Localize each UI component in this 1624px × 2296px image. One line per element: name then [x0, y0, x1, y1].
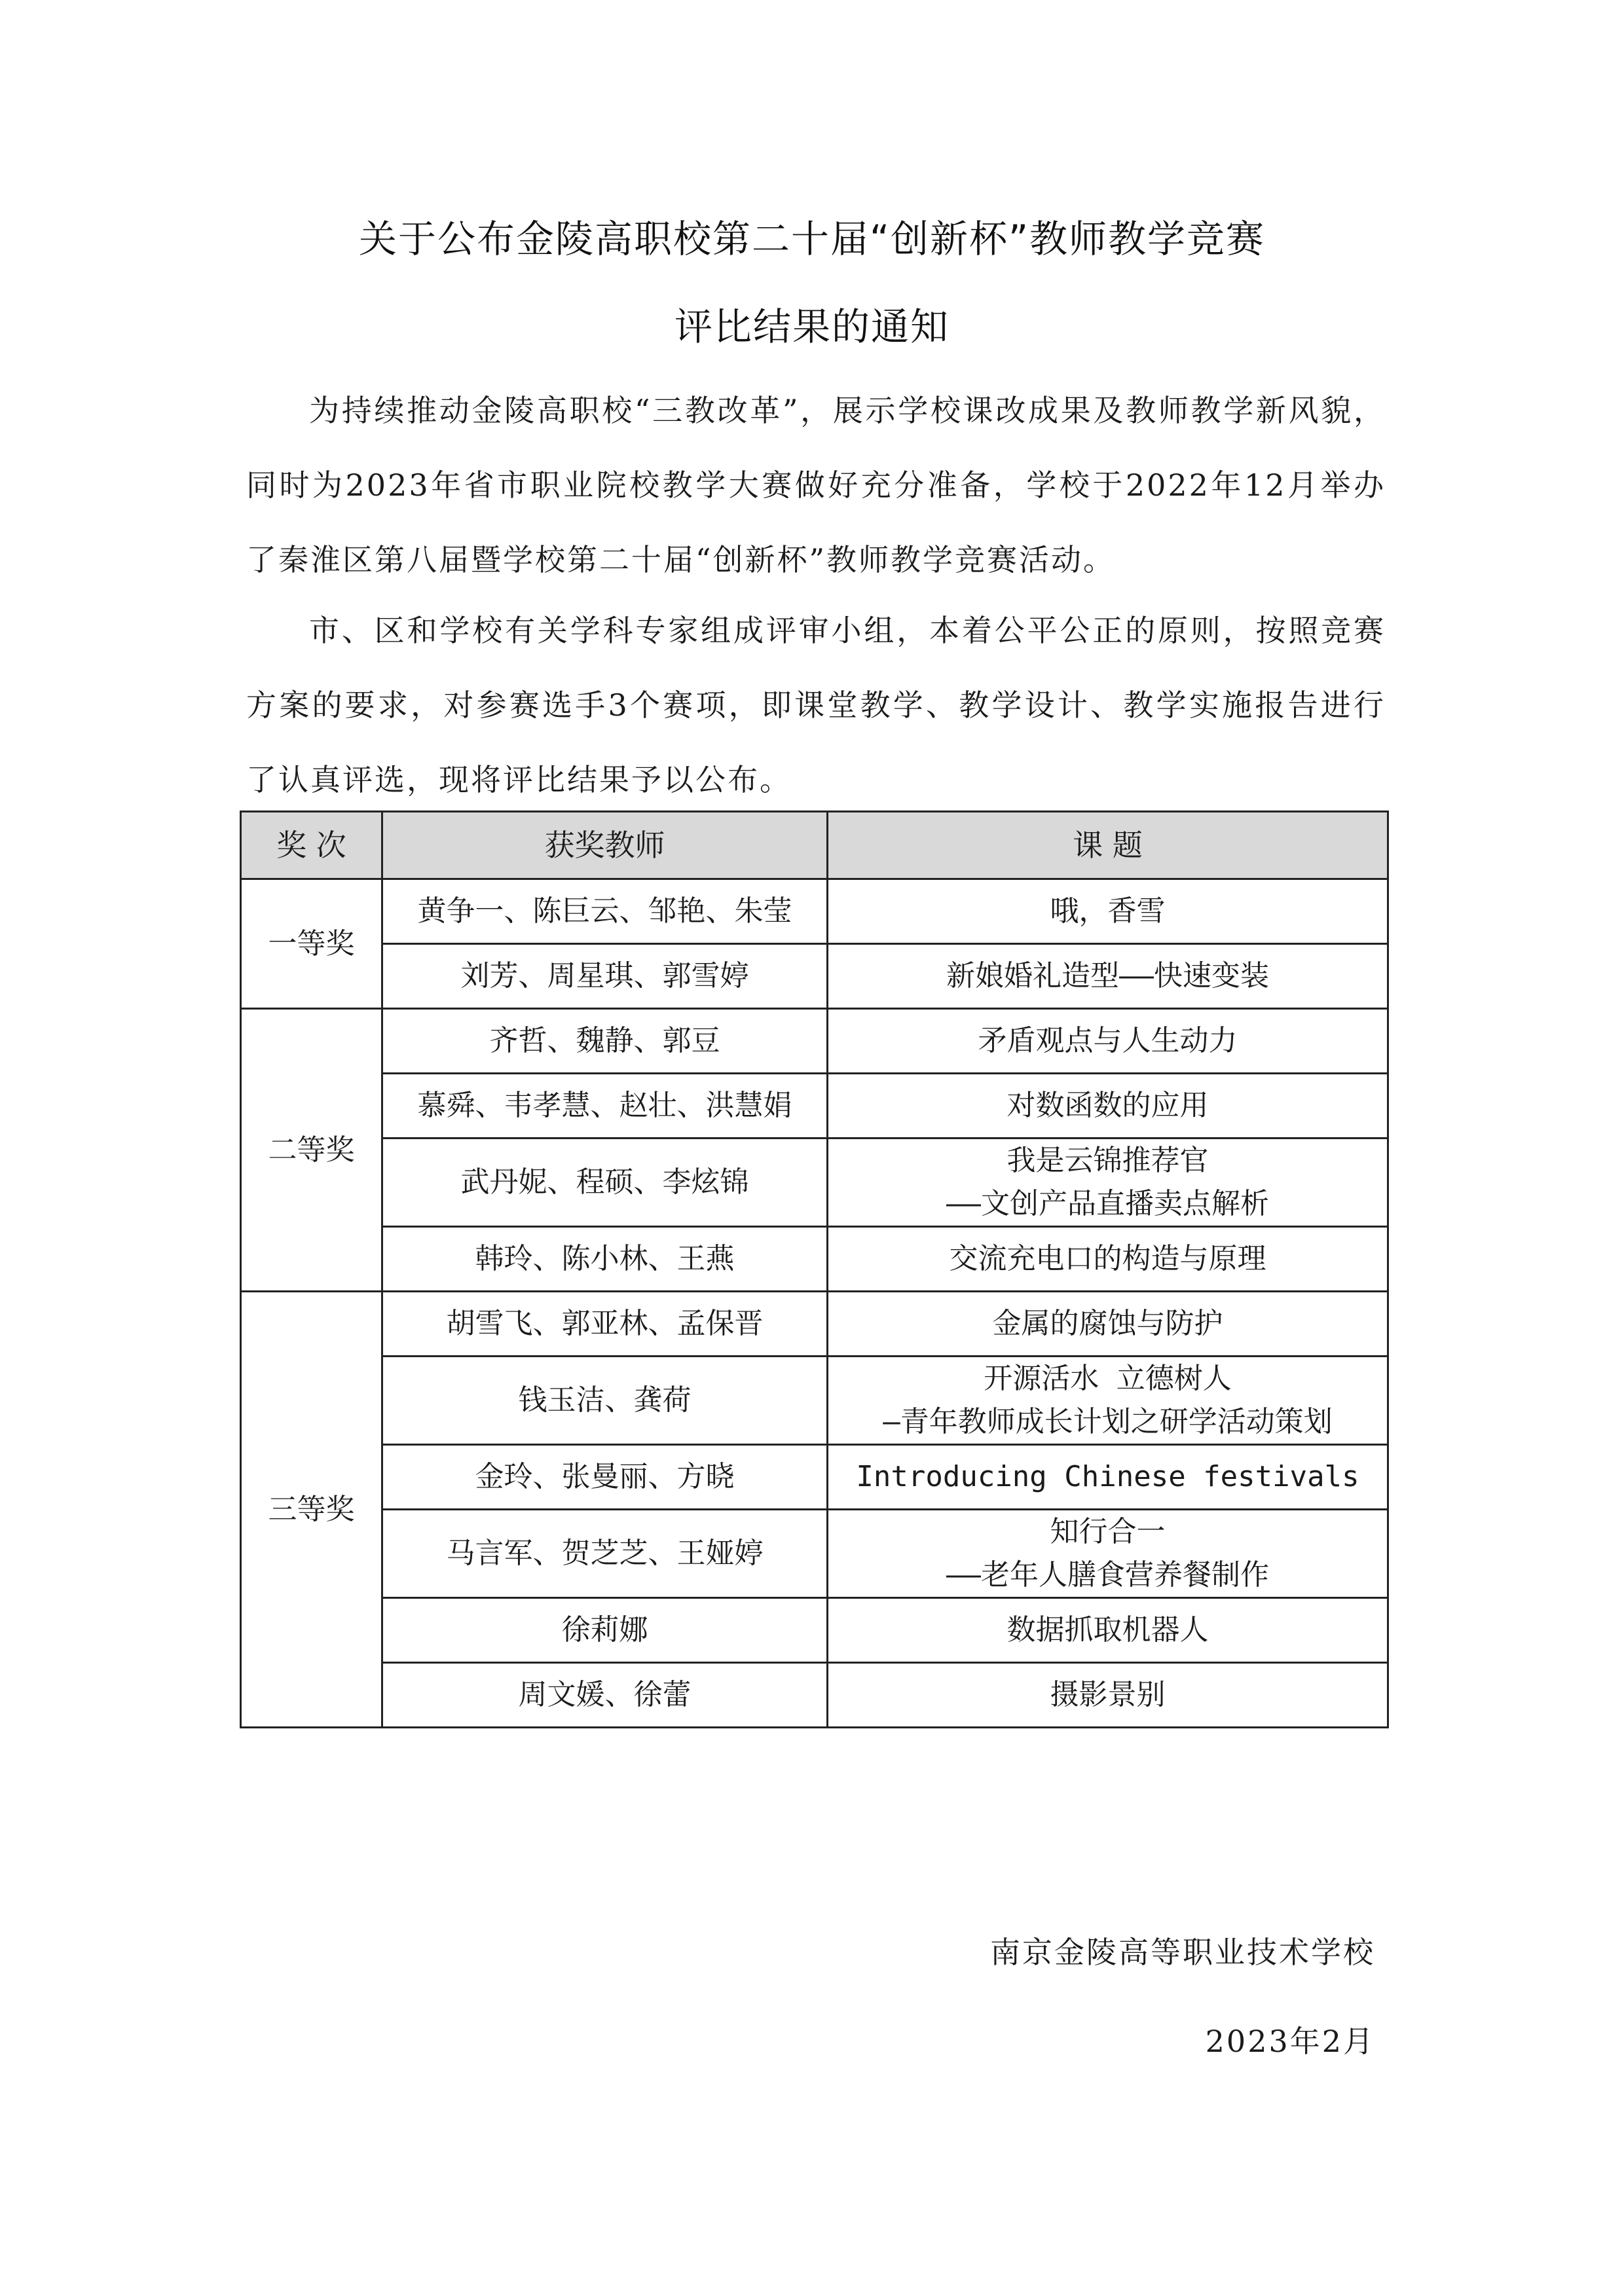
- topic-line: 矛盾观点与人生动力: [978, 1024, 1238, 1057]
- table-row: [241, 1357, 1388, 1445]
- topic-cell: [828, 1663, 1388, 1728]
- teachers-cell: 黄争一、陈巨云、邹艳、朱莹: [382, 879, 828, 944]
- evaluation-paragraph: 市、区和学校有关学科专家组成评审小组，本着公平公正的原则，按照竞赛方案的要求，对参赛选手3个赛项，即课堂教学、教学设计、教学实施报告进行了认真评选，现将评比结果予以公布。: [246, 613, 1386, 797]
- table-row: [241, 1510, 1388, 1598]
- table-row: [241, 1074, 1388, 1139]
- topic-cell: [828, 1227, 1388, 1292]
- table-row: [241, 1139, 1388, 1227]
- topic-cell: [828, 1445, 1388, 1510]
- document-title: 关于公布金陵高职校第二十届“创新杯”教师教学竞赛: [358, 217, 1266, 261]
- topic-line: 新娘婚礼造型——快速变装: [946, 959, 1269, 993]
- issuing-organization: 南京金陵高等职业技术学校: [990, 1935, 1375, 1970]
- topic-cell: [828, 1139, 1388, 1227]
- table-row: [241, 1009, 1388, 1074]
- topic-subline: —青年教师成长计划之研学活动策划: [883, 1405, 1333, 1438]
- header-award-level: 奖 次: [241, 812, 382, 879]
- topic-cell: [828, 1074, 1388, 1139]
- topic-line: 金属的腐蚀与防护: [992, 1307, 1223, 1340]
- topic-line: 对数函数的应用: [1006, 1089, 1209, 1122]
- topic-line: 摄影景别: [1050, 1678, 1166, 1711]
- topic-line: 数据抓取机器人: [1006, 1613, 1209, 1647]
- table-header-row: [241, 812, 1388, 879]
- teachers-cell: 徐莉娜: [382, 1598, 828, 1663]
- table-row: [241, 879, 1388, 944]
- topic-line: 我是云锦推荐官: [1006, 1144, 1209, 1177]
- award-level-cell: 一等奖: [241, 879, 382, 1009]
- teachers-cell: 金玲、张曼丽、方晓: [382, 1445, 828, 1510]
- topic-cell: [828, 1357, 1388, 1445]
- teachers-cell: 韩玲、陈小林、王燕: [382, 1227, 828, 1292]
- teachers-cell: 慕舜、韦孝慧、赵壮、洪慧娟: [382, 1074, 828, 1139]
- topic-line: Introducing Chinese festivals: [856, 1460, 1359, 1493]
- topic-cell: [828, 944, 1388, 1009]
- topic-cell: [828, 1510, 1388, 1598]
- award-results-table: [240, 811, 1389, 1728]
- header-topic: 课 题: [828, 812, 1388, 879]
- header-teachers: 获奖教师: [382, 812, 828, 879]
- table-row: [241, 1663, 1388, 1728]
- teachers-cell: 马言军、贺芝芝、王娅婷: [382, 1510, 828, 1598]
- topic-cell: [828, 1009, 1388, 1074]
- award-level-cell: 三等奖: [241, 1292, 382, 1728]
- topic-line: 开源活水 立德树人: [984, 1362, 1232, 1395]
- table-row: [241, 944, 1388, 1009]
- table-row: [241, 1227, 1388, 1292]
- intro-paragraph: 为持续推动金陵高职校“三教改革”，展示学校课改成果及教师教学新风貌，同时为2023年省市职业院校教学大赛做好充分准备，学校于2022年12月举办了秦淮区第八届暨学校第二十届“创新杯”教师教学竞赛活动。: [246, 393, 1386, 577]
- teachers-cell: 钱玉洁、龚荷: [382, 1357, 828, 1445]
- table-row: [241, 1445, 1388, 1510]
- topic-subline: ——文创产品直播卖点解析: [946, 1187, 1269, 1220]
- topic-cell: [828, 1292, 1388, 1357]
- topic-line: 交流充电口的构造与原理: [949, 1242, 1266, 1275]
- issue-date: 2023年2月: [1205, 2024, 1375, 2059]
- topic-cell: [828, 879, 1388, 944]
- award-level-cell: 二等奖: [241, 1009, 382, 1292]
- topic-cell: [828, 1598, 1388, 1663]
- teachers-cell: 齐哲、魏静、郭豆: [382, 1009, 828, 1074]
- topic-line: 知行合一: [1050, 1515, 1166, 1548]
- teachers-cell: 胡雪飞、郭亚林、孟保晋: [382, 1292, 828, 1357]
- topic-subline: ——老年人膳食营养餐制作: [946, 1558, 1269, 1592]
- topic-line: 哦，香雪: [1050, 894, 1166, 928]
- table-row: [241, 1292, 1388, 1357]
- teachers-cell: 武丹妮、程硕、李炫锦: [382, 1139, 828, 1227]
- teachers-cell: 周文媛、徐蕾: [382, 1663, 828, 1728]
- teachers-cell: 刘芳、周星琪、郭雪婷: [382, 944, 828, 1009]
- document-subtitle: 评比结果的通知: [674, 304, 950, 349]
- table-row: [241, 1598, 1388, 1663]
